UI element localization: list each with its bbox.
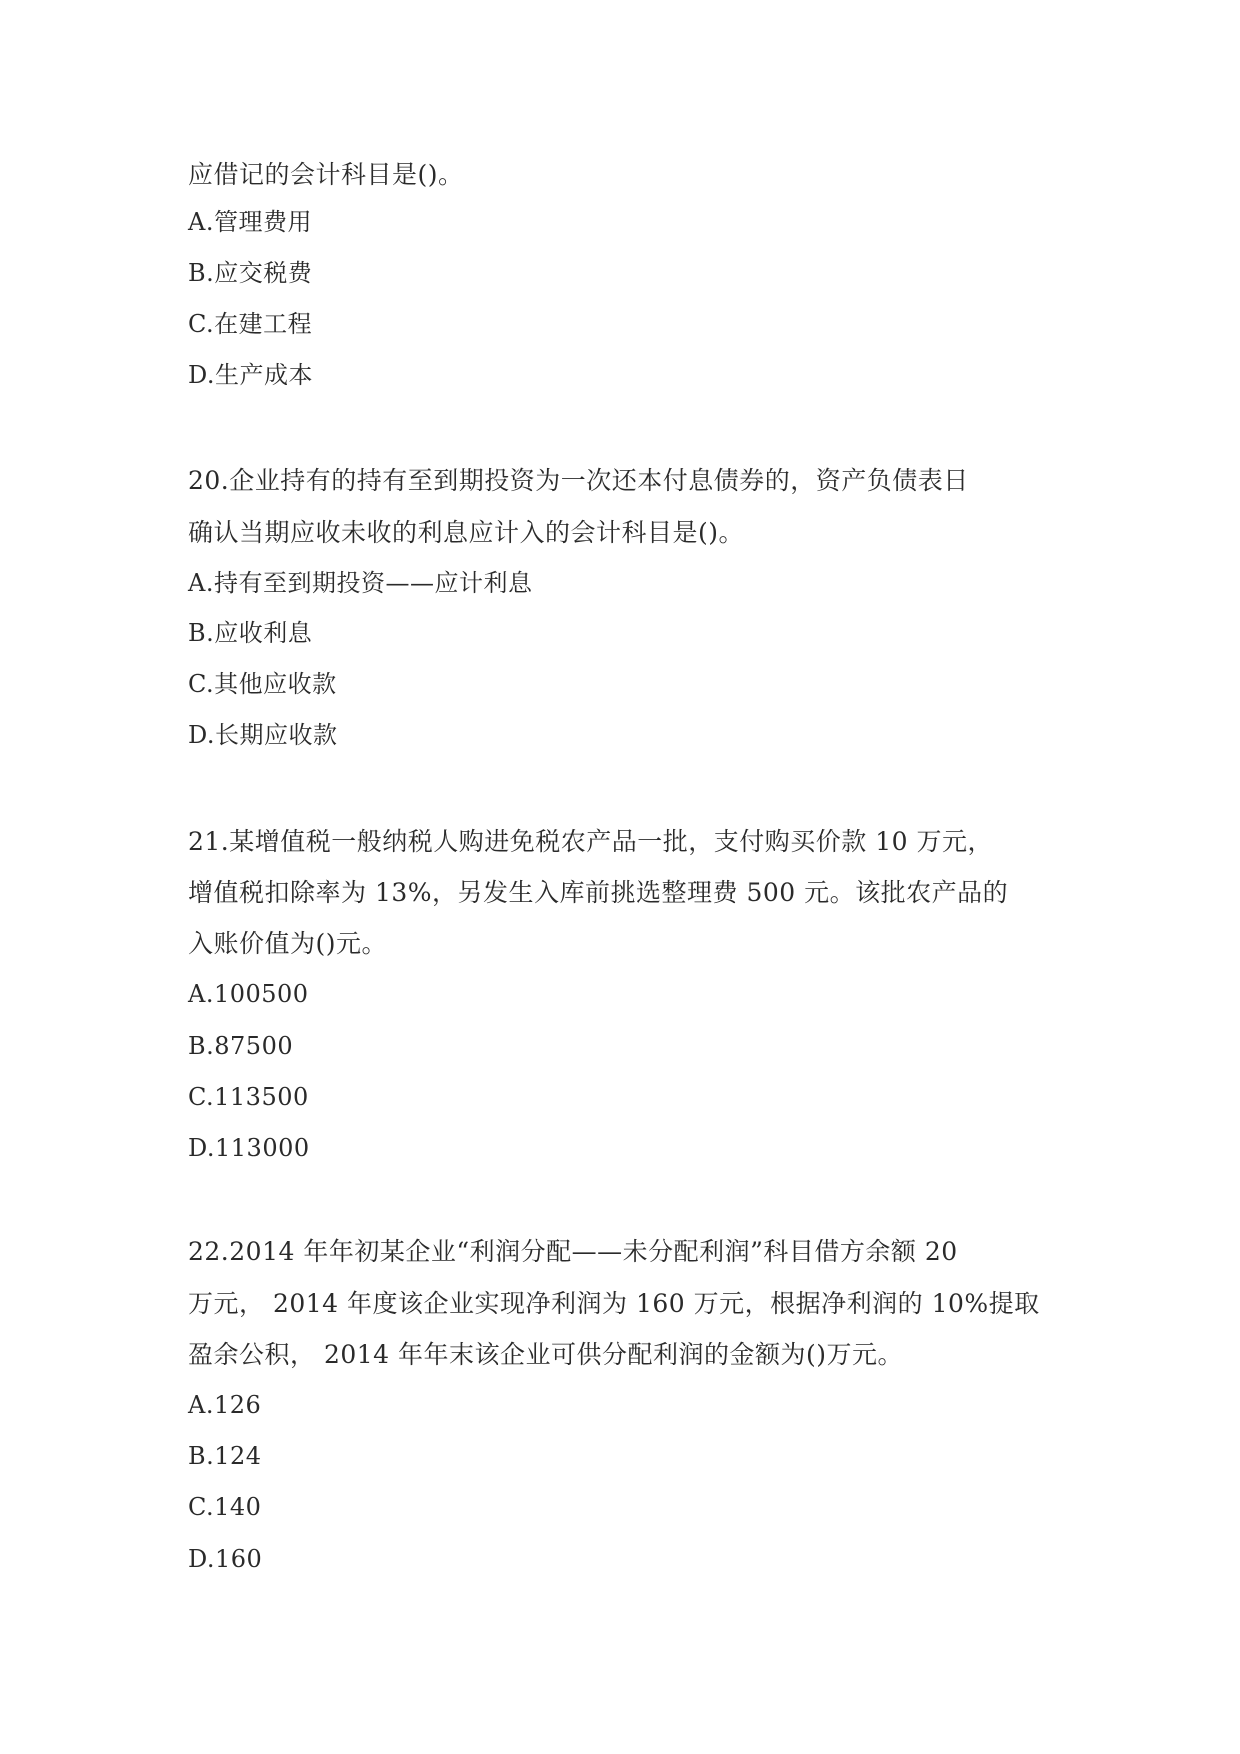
q19-option-a: A.管理费用: [188, 208, 312, 236]
q19-option-b: B.应交税费: [188, 259, 313, 287]
q22-option-d: D.160: [188, 1545, 263, 1573]
q20-stem-line-2: 确认当期应收未收的利息应计入的会计科目是()。: [188, 518, 745, 547]
q20-option-d: D.长期应收款: [188, 721, 338, 749]
q21-stem-line-2: 增值税扣除率为 13%，另发生入库前挑选整理费 500 元。该批农产品的: [188, 878, 1009, 907]
q19-option-c: C.在建工程: [188, 310, 313, 338]
q22-stem-line-1: 22.2014 年年初某企业“利润分配——未分配利润”科目借方余额 20: [188, 1237, 958, 1266]
q20-stem-line-1: 20.企业持有的持有至到期投资为一次还本付息债券的，资产负债表日: [188, 466, 969, 495]
q22-stem-line-3: 盈余公积， 2014 年年末该企业可供分配利润的金额为()万元。: [188, 1340, 904, 1369]
q21-option-c: C.113500: [188, 1083, 309, 1111]
q22-option-b: B.124: [188, 1442, 262, 1470]
q21-option-a: A.100500: [188, 980, 309, 1008]
q20-option-c: C.其他应收款: [188, 670, 337, 698]
q19-option-d: D.生产成本: [188, 361, 314, 389]
q21-option-d: D.113000: [188, 1134, 310, 1162]
q20-option-a: A.持有至到期投资——应计利息: [188, 569, 533, 597]
q21-option-b: B.87500: [188, 1032, 294, 1060]
q22-option-a: A.126: [188, 1391, 262, 1419]
q20-option-b: B.应收利息: [188, 619, 313, 647]
q21-stem-line-3: 入账价值为()元。: [188, 929, 388, 958]
q21-stem-line-1: 21.某增值税一般纳税人购进免税农产品一批，支付购买价款 10 万元，: [188, 827, 993, 856]
q19-stem-line: 应借记的会计科目是()。: [188, 160, 464, 189]
q22-stem-line-2: 万元， 2014 年度该企业实现净利润为 160 万元，根据净利润的 10%提取: [188, 1289, 1040, 1318]
q22-option-c: C.140: [188, 1493, 262, 1521]
